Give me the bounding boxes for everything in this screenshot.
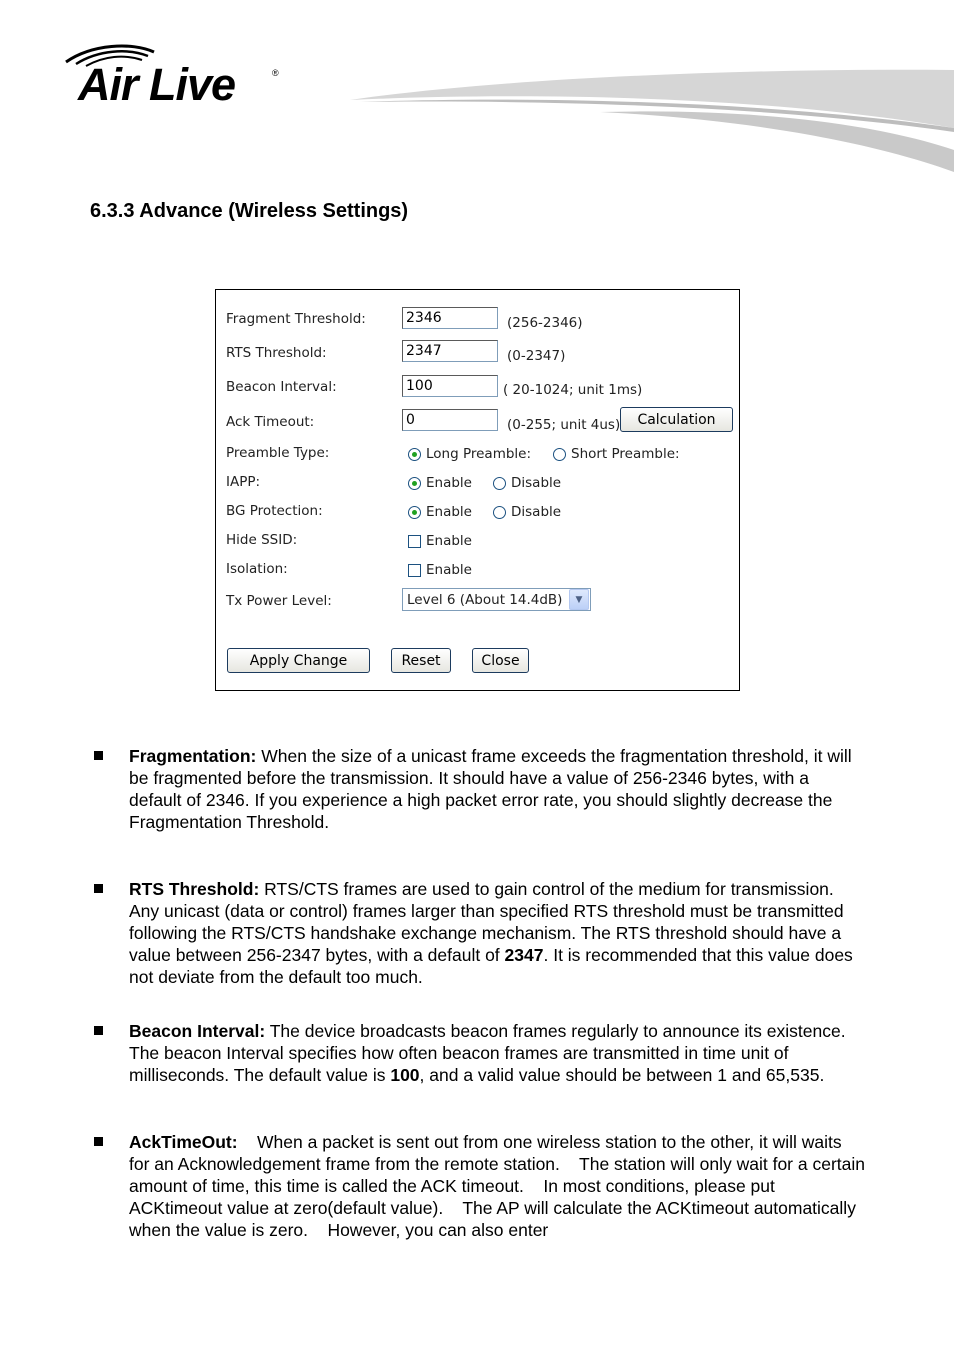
radio-unselected-icon xyxy=(553,448,566,461)
airlive-logo xyxy=(62,42,292,110)
bullet-term: Fragmentation: xyxy=(129,746,257,766)
ack-timeout-input[interactable] xyxy=(402,409,498,431)
iapp-label: IAPP: xyxy=(226,474,261,490)
tx-power-level-label: Tx Power Level: xyxy=(226,593,332,609)
ack-timeout-label: Ack Timeout: xyxy=(226,414,315,430)
rts-threshold-hint: (0-2347) xyxy=(507,348,566,364)
iapp-disable-radio[interactable]: Disable xyxy=(493,475,561,491)
tx-power-level-value: Level 6 (About 14.4dB) xyxy=(407,591,563,608)
radio-selected-icon xyxy=(408,448,421,461)
bullet-text: RTS/CTS frames are used to gain control of the medium for transmission. Any unicast (data or control) frames larger than specified RTS threshold must be transmitted following the RTS/CTS handshake exchange mechanism. The RTS threshold should have a value between 256-2347 bytes, with a default of xyxy=(129,879,844,965)
fragment-threshold-hint: (256-2346) xyxy=(507,315,583,331)
chevron-down-icon[interactable]: ▼ xyxy=(569,589,589,610)
bullet-term: Beacon Interval: xyxy=(129,1021,266,1041)
close-button[interactable]: Close xyxy=(472,648,529,673)
rts-threshold-label: RTS Threshold: xyxy=(226,345,327,361)
bullet-text: . It is recommended that this value does not deviate from the default too much. xyxy=(129,945,853,987)
bullet-term: AckTimeOut: xyxy=(129,1132,238,1152)
bg-protection-label: BG Protection: xyxy=(226,503,323,519)
bullet-term: RTS Threshold: xyxy=(129,879,260,899)
hide-ssid-checkbox[interactable]: Enable xyxy=(408,533,472,549)
radio-unselected-icon xyxy=(493,477,506,490)
short-preamble-radio[interactable]: Short Preamble: xyxy=(553,446,680,462)
checkbox-icon xyxy=(408,535,421,548)
bullet-square-icon xyxy=(94,884,103,893)
isolation-label: Isolation: xyxy=(226,561,288,577)
bullet-square-icon xyxy=(94,1026,103,1035)
bullet-square-icon xyxy=(94,751,103,760)
ack-timeout-hint: (0-255; unit 4us) xyxy=(507,417,621,433)
isolation-checkbox[interactable]: Enable xyxy=(408,562,472,578)
reset-button[interactable]: Reset xyxy=(391,648,451,673)
radio-selected-icon xyxy=(408,477,421,490)
logo-text: Air Live xyxy=(78,59,236,110)
calculation-button[interactable]: Calculation xyxy=(620,407,733,432)
apply-change-button[interactable]: Apply Change xyxy=(227,648,370,673)
beacon-interval-label: Beacon Interval: xyxy=(226,379,337,395)
logo-registered: ® xyxy=(272,68,279,78)
bullet-rts-threshold xyxy=(90,878,866,988)
bullet-fragmentation xyxy=(90,745,866,833)
bullet-bold-value: 100 xyxy=(390,1065,420,1085)
tx-power-level-select[interactable] xyxy=(402,588,591,611)
hide-ssid-label: Hide SSID: xyxy=(226,532,298,548)
iapp-enable-radio[interactable]: Enable xyxy=(408,475,472,491)
bullet-text: The device broadcasts beacon frames regularly to announce its existence. The beacon Interval specifies how often beacon frames are transmitted in time unit of milliseconds. The default value is xyxy=(129,1021,846,1085)
radio-unselected-icon xyxy=(493,506,506,519)
bullet-bold-value: 2347 xyxy=(504,945,544,965)
section-title: 6.3.3 Advance (Wireless Settings) xyxy=(90,200,409,222)
beacon-interval-hint: ( 20-1024; unit 1ms) xyxy=(503,382,643,398)
rts-threshold-input[interactable] xyxy=(402,340,498,362)
bg-protection-enable-radio[interactable]: Enable xyxy=(408,504,472,520)
advanced-wireless-settings-form xyxy=(215,289,740,691)
fragment-threshold-input[interactable] xyxy=(402,307,498,329)
fragment-threshold-label: Fragment Threshold: xyxy=(226,311,366,327)
bullet-text: , and a valid value should be between 1 and 65,535. xyxy=(419,1065,825,1085)
preamble-type-label: Preamble Type: xyxy=(226,445,330,461)
checkbox-icon xyxy=(408,564,421,577)
bullet-beacon-interval xyxy=(90,1020,866,1086)
bg-protection-disable-radio[interactable]: Disable xyxy=(493,504,561,520)
bullet-square-icon xyxy=(94,1137,103,1146)
bullet-text: When a packet is sent out from one wireless station to the other, it will waits for an Acknowledgement frame from the remote station. The station will only wait for a certain amount of time, this time is called the ACK timeout. In most conditions, please put ACKtimeout value at zero(default value). The AP will calculate the ACKtimeout automatically when the value is zero. However, you can also enter xyxy=(129,1132,870,1240)
radio-selected-icon xyxy=(408,506,421,519)
beacon-interval-input[interactable] xyxy=(402,375,498,397)
bullet-ack-timeout xyxy=(90,1131,870,1241)
long-preamble-radio[interactable]: Long Preamble: xyxy=(408,446,531,462)
bullet-text: When the size of a unicast frame exceeds the fragmentation threshold, it will be fragmented before the transmission. It should have a value of 256-2346 bytes, with a default of 2346. If you experience a high packet error rate, you should slightly decrease the Fragmentation Threshold. xyxy=(129,746,852,832)
